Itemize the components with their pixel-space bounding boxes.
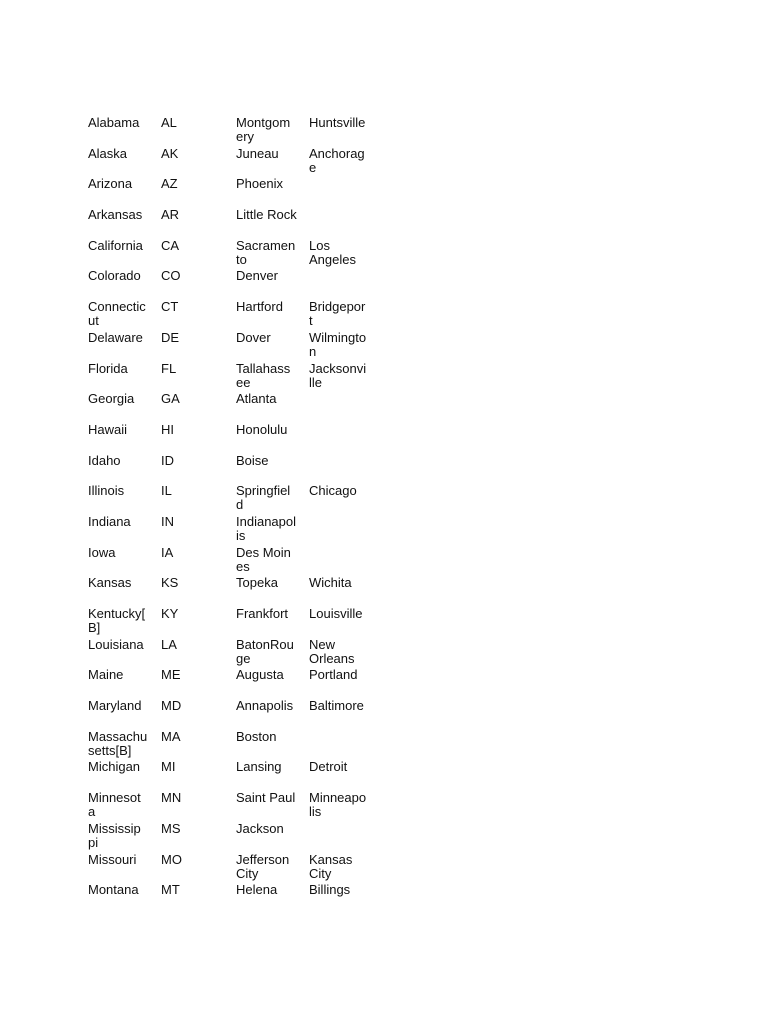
- largest-city: Wichita: [309, 575, 352, 591]
- largest-city: New Orleans: [309, 636, 355, 666]
- state-name: Illinois: [88, 483, 125, 499]
- state-abbreviation: HI: [161, 421, 174, 437]
- state-name: Arkansas: [88, 207, 143, 223]
- capital-city: Little Rock: [236, 207, 297, 223]
- state-name: Indiana: [88, 513, 131, 529]
- state-name: Connectic ut: [88, 299, 146, 329]
- state-name: Mississip pi: [88, 820, 141, 850]
- state-name: Georgia: [88, 391, 135, 407]
- state-abbreviation: MT: [161, 882, 180, 898]
- largest-city: Kansas City: [309, 851, 353, 881]
- capital-city: Juneau: [236, 145, 279, 161]
- capital-city: Sacramen to: [236, 237, 296, 267]
- state-abbreviation: CT: [161, 299, 179, 315]
- state-abbreviation: IN: [161, 513, 174, 529]
- largest-city: Huntsville: [309, 115, 366, 130]
- state-name: Arizona: [88, 176, 133, 192]
- capital-city: Annapolis: [236, 698, 294, 714]
- capital-city: Des Moines: [236, 544, 291, 574]
- state-name: Kansas: [88, 575, 132, 591]
- capital-city: Saint Paul: [236, 790, 296, 806]
- state-abbreviation: DE: [161, 329, 180, 345]
- capital-city: Dover: [236, 329, 271, 345]
- state-name: Louisiana: [88, 636, 144, 652]
- state-abbreviation: IA: [161, 544, 174, 560]
- largest-city: Detroit: [309, 759, 348, 775]
- state-abbreviation: FL: [161, 360, 177, 376]
- capital-city: Lansing: [236, 759, 282, 775]
- capital-city: Honolulu: [236, 421, 288, 437]
- largest-city: Anchorag e: [309, 145, 365, 175]
- state-name: Maine: [88, 667, 124, 683]
- state-name: Delaware: [88, 329, 143, 345]
- state-name: Massachu setts[B]: [88, 728, 148, 758]
- largest-city: Chicago: [309, 483, 357, 499]
- state-name: Missouri: [88, 851, 137, 867]
- capital-city: Augusta: [236, 667, 284, 683]
- state-name: Hawaii: [88, 421, 128, 437]
- capital-city: Jefferson City: [236, 851, 290, 881]
- state-name: Kentucky[ B]: [88, 606, 146, 635]
- largest-city: Baltimore: [309, 698, 364, 714]
- state-abbreviation: MN: [161, 790, 182, 806]
- state-name: Michigan: [88, 759, 141, 775]
- state-name: Colorado: [88, 268, 141, 284]
- largest-city: Bridgepor t: [309, 299, 366, 329]
- capital-city: Boston: [236, 728, 277, 744]
- state-name: Alaska: [88, 145, 128, 161]
- largest-city: Wilmingto n: [309, 329, 367, 359]
- largest-city: Billings: [309, 882, 351, 898]
- state-abbreviation: MA: [161, 728, 181, 744]
- capital-city: Jackson: [236, 820, 284, 836]
- state-name: Montana: [88, 882, 139, 898]
- state-abbreviation: MS: [161, 820, 181, 836]
- state-name: Florida: [88, 360, 128, 376]
- state-name: Iowa: [88, 544, 116, 560]
- largest-city: Minneapo lis: [309, 790, 367, 820]
- largest-city: Jacksonvi lle: [309, 360, 367, 390]
- largest-city: Los Angeles: [309, 237, 356, 267]
- largest-city: Louisville: [309, 606, 363, 621]
- state-abbreviation: AZ: [161, 176, 178, 192]
- state-abbreviation: GA: [161, 391, 180, 407]
- largest-city: Portland: [309, 667, 358, 683]
- capital-city: Atlanta: [236, 391, 277, 407]
- state-abbreviation: MD: [161, 698, 182, 714]
- state-name: Idaho: [88, 452, 121, 468]
- state-abbreviation: KS: [161, 575, 179, 591]
- capital-city: Springfiel d: [236, 483, 291, 513]
- state-name: Alabama: [88, 115, 140, 130]
- capital-city: Indianapolis: [236, 513, 296, 543]
- capital-city: Hartford: [236, 299, 283, 315]
- capital-city: Helena: [236, 882, 278, 898]
- state-abbreviation: KY: [161, 606, 179, 621]
- state-abbreviation: CO: [161, 268, 181, 284]
- capital-city: Tallahass ee: [236, 360, 291, 390]
- state-abbreviation: IL: [161, 483, 172, 499]
- state-abbreviation: AR: [161, 207, 180, 223]
- capital-city: Phoenix: [236, 176, 283, 192]
- state-abbreviation: AL: [161, 115, 177, 130]
- state-abbreviation: CA: [161, 237, 180, 253]
- state-name: Maryland: [88, 698, 142, 714]
- state-abbreviation: ME: [161, 667, 181, 683]
- state-abbreviation: MO: [161, 851, 182, 867]
- state-abbreviation: ID: [161, 452, 174, 468]
- state-abbreviation: AK: [161, 145, 179, 161]
- capital-city: Topeka: [236, 575, 278, 591]
- state-abbreviation: MI: [161, 759, 176, 775]
- state-name: California: [88, 237, 143, 253]
- capital-city: BatonRou ge: [236, 636, 294, 666]
- capital-city: Montgom ery: [236, 115, 291, 144]
- capital-city: Frankfort: [236, 606, 289, 621]
- state-name: Minnesot a: [88, 790, 141, 820]
- state-abbreviation: LA: [161, 636, 177, 652]
- capital-city: Boise: [236, 452, 269, 468]
- capital-city: Denver: [236, 268, 278, 284]
